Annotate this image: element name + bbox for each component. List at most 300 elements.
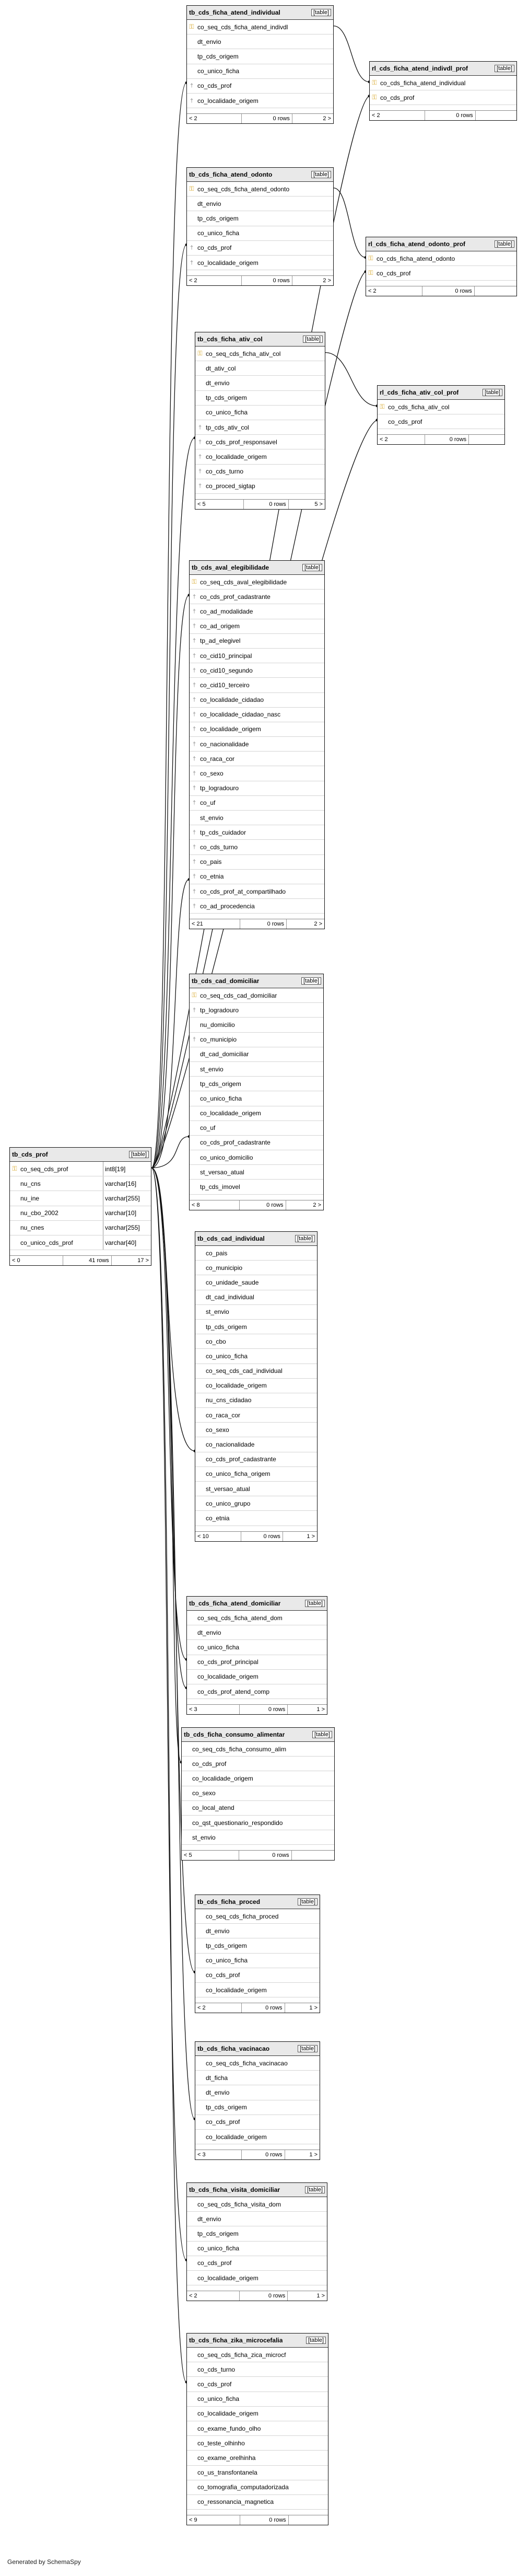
column-row[interactable]: [187, 1655, 327, 1670]
column-row[interactable]: [195, 406, 325, 420]
column-name: dt_ativ_col: [206, 364, 236, 372]
column-row[interactable]: [182, 1757, 334, 1771]
column-row[interactable]: [195, 1482, 317, 1496]
column-type: int8[19]: [103, 1162, 151, 1176]
column-row[interactable]: [187, 182, 333, 197]
table-name[interactable]: tb_cds_ficha_zika_microcefalia: [189, 2337, 283, 2344]
column-row[interactable]: [187, 2407, 328, 2421]
table-name[interactable]: tb_cds_ficha_proced: [197, 1898, 261, 1905]
primary-key-icon: ⚿: [192, 578, 197, 586]
column-row[interactable]: [195, 1349, 317, 1364]
column-row[interactable]: [366, 266, 516, 281]
column-row[interactable]: [187, 2466, 328, 2480]
column-name: dt_cad_individual: [206, 1293, 254, 1301]
parents-count[interactable]: < 3: [187, 1705, 240, 1714]
children-count[interactable]: [475, 286, 516, 296]
fk-edge-fai: [151, 83, 186, 1168]
column-row[interactable]: [195, 1261, 317, 1275]
column-row[interactable]: [187, 1625, 327, 1640]
table-footer: [182, 1851, 334, 1860]
column-row[interactable]: [190, 825, 324, 840]
table-name[interactable]: rl_cds_ficha_atend_odonto_prof: [368, 240, 466, 248]
column-row[interactable]: [195, 1496, 317, 1511]
column-row[interactable]: [190, 1121, 323, 1136]
column-row[interactable]: [195, 391, 325, 406]
table-name[interactable]: tb_cds_ficha_ativ_col: [197, 336, 263, 343]
fk-edge-fad: [151, 1168, 186, 1688]
children-count[interactable]: [289, 2515, 328, 2525]
column-name: tp_cds_origem: [197, 52, 239, 60]
column-row[interactable]: [190, 884, 324, 899]
table-tb-cds-ficha-proced[interactable]: [195, 1895, 320, 2013]
column-row[interactable]: [195, 465, 325, 479]
row-count[interactable]: 0 rows: [242, 2150, 285, 2159]
column-row[interactable]: [187, 2480, 328, 2495]
column-row[interactable]: [190, 663, 324, 678]
column-name: co_raca_cor: [206, 1411, 241, 1419]
column-row[interactable]: [190, 708, 324, 722]
column-row[interactable]: [378, 400, 504, 414]
column-name: co_qst_questionario_respondido: [192, 1819, 283, 1827]
fk-edge-cin: [151, 1168, 195, 1451]
column-name: co_pais: [200, 858, 222, 866]
foreign-key-icon: †: [192, 667, 196, 674]
column-row[interactable]: [187, 256, 333, 270]
table-footer: [195, 1532, 317, 1541]
column-name: co_cds_prof: [197, 244, 232, 252]
column-name: co_cds_prof_cadastrante: [200, 593, 271, 600]
table-header: [378, 386, 504, 400]
column-name: tp_cds_imovel: [200, 1183, 240, 1191]
column-name: co_cds_prof: [197, 2380, 232, 2388]
column-name: co_localidade_origem: [197, 1673, 258, 1681]
column-row[interactable]: [190, 1165, 323, 1180]
table-type-tag: [table]: [302, 564, 322, 571]
column-row[interactable]: [182, 1801, 334, 1816]
table-name[interactable]: rl_cds_ficha_ativ_col_prof: [380, 389, 459, 396]
parents-count[interactable]: < 2: [187, 114, 242, 123]
column-row[interactable]: [190, 634, 324, 649]
column-name: tp_cds_origem: [206, 2104, 247, 2111]
row-count[interactable]: 0 rows: [240, 2291, 288, 2301]
table-tb-cds-cad-individual[interactable]: [195, 1231, 318, 1542]
column-row[interactable]: [195, 1938, 320, 1953]
table-tb-cds-ficha-consumo-alimentar[interactable]: [181, 1727, 335, 1861]
table-footer: [195, 2003, 320, 2013]
column-row[interactable]: [187, 2256, 327, 2271]
column-name: dt_envio: [197, 200, 221, 207]
column-row[interactable]: [182, 1816, 334, 1830]
column-row[interactable]: [187, 197, 333, 211]
column-name: co_unico_ficha: [197, 2395, 240, 2403]
row-count[interactable]: 0 rows: [240, 1200, 286, 1210]
column-row[interactable]: [190, 619, 324, 634]
foreign-key-icon: †: [192, 859, 196, 865]
column-name: co_seq_cds_ficha_proced: [206, 1912, 279, 1920]
foreign-key-icon: †: [192, 770, 196, 777]
column-row[interactable]: [187, 2271, 327, 2285]
table-name[interactable]: tb_cds_ficha_visita_domiciliar: [189, 2186, 280, 2193]
column-row[interactable]: [195, 435, 325, 449]
column-row[interactable]: [195, 2071, 320, 2085]
row-count[interactable]: 0 rows: [241, 1532, 283, 1541]
column-row[interactable]: [190, 1106, 323, 1121]
column-row[interactable]: [187, 2242, 327, 2256]
table-rl-cds-ficha-atend-odonto-prof[interactable]: [366, 237, 517, 296]
column-row[interactable]: [190, 1091, 323, 1106]
fk-edge-cdo: [151, 1137, 189, 1168]
column-row[interactable]: [182, 1786, 334, 1801]
parents-count[interactable]: < 2: [195, 2003, 242, 2013]
column-row[interactable]: [195, 1437, 317, 1452]
column-row[interactable]: [195, 376, 325, 390]
column-row[interactable]: [187, 2436, 328, 2451]
column-row[interactable]: [187, 2212, 327, 2226]
column-row[interactable]: [195, 1379, 317, 1393]
table-spacer: [187, 108, 333, 114]
foreign-key-icon: †: [192, 888, 196, 895]
column-name: co_cds_turno: [200, 843, 238, 851]
parents-count[interactable]: < 9: [187, 2515, 240, 2525]
table-type-tag: [table]: [306, 2337, 326, 2344]
column-row[interactable]: [190, 855, 324, 870]
table-name[interactable]: tb_cds_cad_domiciliar: [192, 977, 260, 985]
table-tb-cds-prof[interactable]: [9, 1147, 151, 1266]
column-row[interactable]: [195, 1954, 320, 1968]
table-tb-cds-ficha-zika-microcefalia[interactable]: [186, 2333, 328, 2525]
table-footer: [187, 2291, 327, 2301]
column-row[interactable]: [182, 1742, 334, 1757]
table-tb-cds-ficha-atend-domiciliar[interactable]: [186, 1596, 327, 1715]
column-row[interactable]: [190, 899, 324, 914]
column-row[interactable]: [187, 79, 333, 94]
column-name: co_exame_orelhinha: [197, 2454, 256, 2462]
column-row[interactable]: [195, 1467, 317, 1482]
column-row[interactable]: [182, 1771, 334, 1786]
column-name: co_ad_origem: [200, 622, 240, 630]
column-name: co_unico_domicilio: [200, 1153, 253, 1161]
column-row[interactable]: [190, 1047, 323, 1062]
children-count[interactable]: 1 >: [309, 2152, 318, 2158]
primary-key-icon: ⚿: [372, 94, 377, 101]
column-row[interactable]: [190, 988, 323, 1003]
column-row[interactable]: [378, 414, 504, 429]
column-row[interactable]: [370, 90, 516, 105]
column-row[interactable]: [190, 766, 324, 781]
column-row[interactable]: [195, 1290, 317, 1305]
column-row[interactable]: [190, 1033, 323, 1047]
children-count[interactable]: 2 >: [323, 278, 331, 284]
column-row[interactable]: [190, 752, 324, 766]
column-row[interactable]: [190, 1062, 323, 1077]
column-row[interactable]: [195, 1924, 320, 1938]
row-count[interactable]: 0 rows: [242, 2003, 285, 2013]
column-row[interactable]: [195, 1334, 317, 1349]
table-name[interactable]: tb_cds_ficha_atend_individual: [189, 9, 280, 16]
column-row[interactable]: [187, 2362, 328, 2377]
table-name[interactable]: tb_cds_aval_elegibilidade: [192, 564, 269, 571]
column-row[interactable]: [10, 1235, 151, 1250]
primary-key-icon: ⚿: [192, 991, 197, 999]
primary-key-icon: ⚿: [189, 23, 194, 31]
column-row[interactable]: [187, 20, 333, 34]
table-tb-cds-aval-elegibilidade[interactable]: [189, 560, 325, 929]
table-tb-cds-ficha-ativ-col[interactable]: [195, 332, 325, 510]
column-row[interactable]: [190, 870, 324, 884]
column-row[interactable]: [190, 840, 324, 854]
column-name: co_teste_olhinho: [197, 2439, 245, 2447]
table-spacer: [182, 1845, 334, 1851]
row-count[interactable]: 0 rows: [240, 2515, 289, 2525]
foreign-key-icon: †: [192, 697, 196, 703]
foreign-key-icon: †: [198, 468, 202, 475]
column-row[interactable]: [187, 1640, 327, 1655]
children-count[interactable]: 1 >: [316, 1706, 325, 1713]
column-name: co_exame_fundo_olho: [197, 2424, 261, 2432]
column-row[interactable]: [187, 2377, 328, 2392]
children-count[interactable]: 1 >: [307, 1533, 315, 1540]
column-name: co_localidade_origem: [197, 2274, 258, 2282]
parents-count[interactable]: < 21: [190, 919, 240, 929]
children-count[interactable]: 2 >: [314, 921, 322, 928]
children-count[interactable]: 1 >: [309, 2005, 318, 2012]
column-row[interactable]: [195, 1983, 320, 1997]
column-row[interactable]: [195, 2115, 320, 2130]
column-name: co_seq_cds_ficha_ativ_col: [206, 350, 281, 357]
row-count[interactable]: 0 rows: [422, 286, 474, 296]
column-row[interactable]: [10, 1206, 151, 1221]
column-row[interactable]: [195, 2100, 320, 2115]
table-type-tag: [table]: [483, 389, 502, 396]
parents-count[interactable]: < 3: [195, 2150, 242, 2159]
column-row[interactable]: [190, 678, 324, 692]
children-count[interactable]: 1 >: [316, 2293, 325, 2300]
column-row[interactable]: [195, 1275, 317, 1290]
row-count[interactable]: 41 rows: [63, 1256, 112, 1265]
column-row[interactable]: [190, 604, 324, 619]
column-row[interactable]: [190, 1077, 323, 1091]
column-row[interactable]: [10, 1162, 151, 1176]
column-row[interactable]: [190, 575, 324, 590]
column-row[interactable]: [195, 1452, 317, 1467]
column-name: co_tomografia_computadorizada: [197, 2483, 289, 2491]
column-row[interactable]: [195, 420, 325, 435]
column-name: co_seq_cds_ficha_atend_indivdl: [197, 23, 288, 31]
column-row[interactable]: [187, 2197, 327, 2212]
column-row[interactable]: [10, 1221, 151, 1235]
column-row[interactable]: [182, 1830, 334, 1845]
column-row[interactable]: [195, 1968, 320, 1983]
column-row[interactable]: [190, 649, 324, 663]
parents-count[interactable]: < 2: [378, 435, 425, 444]
column-row[interactable]: [195, 1511, 317, 1526]
column-name: co_ad_procedencia: [200, 902, 255, 910]
table-header: [195, 332, 325, 346]
column-row[interactable]: [190, 811, 324, 825]
parents-count[interactable]: < 2: [366, 286, 422, 296]
rel-edge-raop: [334, 188, 366, 258]
row-count[interactable]: 0 rows: [240, 919, 287, 929]
column-row[interactable]: [10, 1191, 151, 1206]
parents-count[interactable]: < 0: [10, 1256, 63, 1265]
column-row[interactable]: [195, 1909, 320, 1924]
column-row[interactable]: [190, 590, 324, 604]
column-row[interactable]: [190, 737, 324, 752]
column-row[interactable]: [195, 1246, 317, 1261]
column-name: co_localidade_cidadao: [200, 696, 264, 704]
table-name[interactable]: tb_cds_cad_individual: [197, 1235, 265, 1242]
column-name: tp_logradouro: [200, 784, 239, 792]
column-name: co_cds_prof: [192, 1760, 227, 1768]
children-count[interactable]: [292, 1851, 334, 1860]
column-name: co_cds_prof: [377, 269, 411, 277]
column-row[interactable]: [190, 693, 324, 708]
column-row[interactable]: [10, 1176, 151, 1191]
column-row[interactable]: [195, 2085, 320, 2100]
children-count[interactable]: 2 >: [313, 1202, 321, 1208]
table-tb-cds-ficha-atend-individual[interactable]: [186, 5, 334, 124]
column-row[interactable]: [195, 479, 325, 494]
table-type-tag: [table]: [129, 1151, 149, 1158]
table-tb-cds-ficha-vacinacao[interactable]: [195, 2041, 320, 2160]
column-row[interactable]: [195, 2056, 320, 2071]
children-count[interactable]: [469, 435, 504, 444]
column-name: dt_envio: [197, 2215, 221, 2223]
table-name[interactable]: tb_cds_prof: [12, 1151, 48, 1158]
table-name[interactable]: tb_cds_ficha_atend_odonto: [189, 171, 273, 178]
table-rl-cds-ficha-atend-indivdl-prof[interactable]: [369, 61, 517, 121]
column-name: co_municipio: [200, 1036, 237, 1044]
table-name[interactable]: rl_cds_ficha_atend_indivdl_prof: [372, 65, 468, 72]
parents-count[interactable]: < 10: [195, 1532, 241, 1541]
column-type: varchar[16]: [103, 1176, 151, 1191]
row-count[interactable]: 0 rows: [425, 435, 469, 444]
table-header: [187, 2183, 327, 2197]
column-row[interactable]: [195, 1423, 317, 1437]
column-name: co_localidade_origem: [206, 1382, 267, 1390]
table-type-tag: [table]: [295, 1235, 315, 1242]
children-count[interactable]: 17 >: [137, 1257, 149, 1264]
parents-count[interactable]: < 2: [187, 276, 242, 285]
column-row[interactable]: [190, 1018, 323, 1032]
column-name: co_cid10_segundo: [200, 666, 253, 674]
column-name: co_unico_ficha: [206, 409, 248, 417]
column-row[interactable]: [195, 449, 325, 464]
column-row[interactable]: [190, 1180, 323, 1194]
column-row[interactable]: [195, 361, 325, 376]
table-footer: [187, 2515, 328, 2525]
column-row[interactable]: [190, 796, 324, 811]
foreign-key-icon: †: [192, 1036, 196, 1043]
column-row[interactable]: [187, 34, 333, 49]
column-name: co_localidade_origem: [197, 97, 258, 105]
primary-key-icon: ⚿: [189, 185, 194, 193]
row-count[interactable]: 0 rows: [244, 500, 289, 509]
column-row[interactable]: [187, 1611, 327, 1625]
column-row[interactable]: [187, 226, 333, 241]
row-count[interactable]: 0 rows: [242, 114, 292, 123]
row-count[interactable]: 0 rows: [425, 111, 476, 120]
column-row[interactable]: [366, 251, 516, 266]
parents-count[interactable]: < 2: [370, 111, 425, 120]
column-row[interactable]: [190, 722, 324, 737]
table-name[interactable]: tb_cds_ficha_vacinacao: [197, 2045, 270, 2052]
column-row[interactable]: [195, 1320, 317, 1334]
column-row[interactable]: [187, 2495, 328, 2510]
column-row[interactable]: [187, 94, 333, 108]
table-spacer: [190, 1195, 323, 1200]
table-header: [190, 974, 323, 988]
column-name: dt_ficha: [206, 2074, 228, 2082]
table-tb-cds-ficha-atend-odonto[interactable]: [186, 167, 334, 286]
column-row[interactable]: [370, 76, 516, 90]
column-name: co_localidade_origem: [200, 725, 261, 733]
column-name: co_localidade_origem: [206, 2133, 267, 2141]
foreign-key-icon: †: [192, 829, 196, 836]
column-name: co_localidade_origem: [206, 1986, 267, 1994]
table-rl-cds-ficha-ativ-col-prof[interactable]: [377, 385, 505, 445]
column-row[interactable]: [187, 1670, 327, 1684]
table-footer: [370, 111, 516, 120]
column-name: co_unico_ficha: [197, 229, 240, 237]
column-row[interactable]: [187, 2392, 328, 2407]
column-row[interactable]: [187, 49, 333, 64]
row-count[interactable]: 0 rows: [239, 1851, 292, 1860]
column-row[interactable]: [195, 2130, 320, 2144]
children-count[interactable]: 5 >: [314, 501, 323, 507]
column-row[interactable]: [187, 2421, 328, 2436]
row-count[interactable]: 0 rows: [240, 1705, 288, 1714]
children-count[interactable]: 2 >: [323, 115, 331, 122]
column-name: co_us_transfontanela: [197, 2469, 257, 2477]
table-type-tag: [table]: [298, 2045, 318, 2052]
parents-count[interactable]: < 2: [187, 2291, 240, 2301]
column-row[interactable]: [195, 1364, 317, 1379]
column-row[interactable]: [195, 1408, 317, 1423]
column-row[interactable]: [187, 2226, 327, 2241]
column-row[interactable]: [190, 1003, 323, 1018]
column-row[interactable]: [190, 1150, 323, 1165]
column-row[interactable]: [195, 1393, 317, 1408]
table-name[interactable]: tb_cds_ficha_consumo_alimentar: [184, 1731, 285, 1738]
parents-count[interactable]: < 5: [182, 1851, 239, 1860]
column-name: nu_cnes: [20, 1224, 44, 1232]
parents-count[interactable]: < 5: [195, 500, 244, 509]
table-type-tag: [table]: [298, 1898, 318, 1905]
column-row[interactable]: [187, 64, 333, 79]
table-footer: [195, 2150, 320, 2159]
column-row[interactable]: [190, 1136, 323, 1150]
column-row[interactable]: [187, 2451, 328, 2465]
column-type: varchar[255]: [103, 1221, 151, 1235]
row-count[interactable]: 0 rows: [242, 276, 292, 285]
column-row[interactable]: [187, 1684, 327, 1699]
table-tb-cds-cad-domiciliar[interactable]: [189, 974, 324, 1210]
column-row[interactable]: [187, 2348, 328, 2362]
table-tb-cds-ficha-visita-domiciliar[interactable]: [186, 2182, 327, 2301]
column-row[interactable]: [190, 781, 324, 796]
table-name[interactable]: tb_cds_ficha_atend_domiciliar: [189, 1600, 281, 1607]
children-count[interactable]: [476, 111, 516, 120]
column-row[interactable]: [187, 241, 333, 256]
column-row[interactable]: [187, 211, 333, 226]
column-name: co_localidade_origem: [200, 1110, 261, 1117]
foreign-key-icon: †: [192, 873, 196, 880]
column-row[interactable]: [195, 346, 325, 361]
column-row[interactable]: [195, 1305, 317, 1320]
parents-count[interactable]: < 8: [190, 1200, 240, 1210]
column-name: co_localidade_origem: [206, 453, 267, 460]
